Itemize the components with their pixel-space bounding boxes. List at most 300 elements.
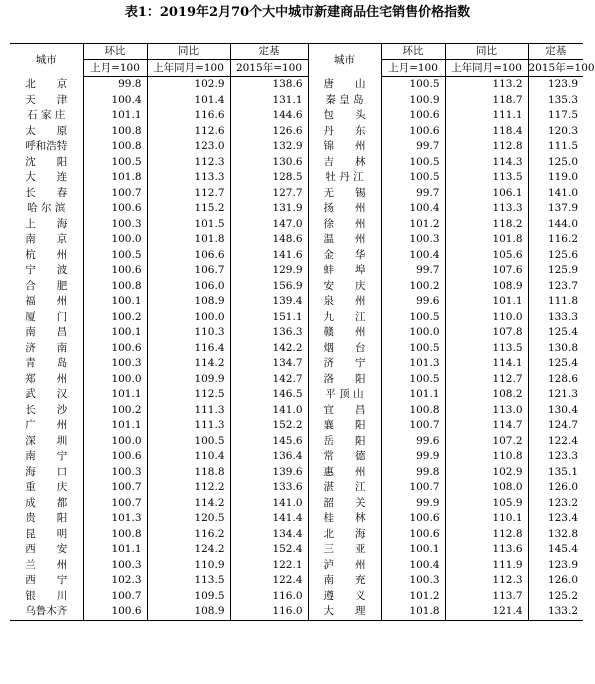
table-row xyxy=(10,542,583,558)
city-name-cell: 福 州 xyxy=(25,295,68,307)
mom-value-cell: 99.9 xyxy=(381,449,445,465)
yoy-value-cell: 115.2 xyxy=(147,201,230,217)
base-value-cell: 136.4 xyxy=(230,449,308,465)
mom-value-cell: 100.6 xyxy=(381,527,445,543)
base-value-cell: 129.9 xyxy=(230,263,308,279)
city-name-cell: 南 京 xyxy=(25,233,68,245)
yoy-column-header-right: 同比 xyxy=(445,44,528,60)
mom-value-cell: 100.6 xyxy=(83,263,147,279)
city-name-cell: 无 锡 xyxy=(308,186,381,202)
city-name-cell: 泸 州 xyxy=(308,558,381,574)
city-name-cell: 石 家 庄 xyxy=(27,109,66,121)
table-row xyxy=(10,294,583,310)
base-value-cell: 116.0 xyxy=(230,589,308,605)
mom-value-cell: 100.0 xyxy=(83,434,147,450)
city-name-cell: 烟 台 xyxy=(308,341,381,357)
mom-value-cell: 100.6 xyxy=(83,604,147,620)
mom-value-cell: 100.8 xyxy=(83,139,147,155)
yoy-value-cell: 114.2 xyxy=(147,496,230,512)
base-value-cell: 139.6 xyxy=(230,465,308,481)
yoy-value-cell: 106.6 xyxy=(147,248,230,264)
base-value-cell: 125.4 xyxy=(528,325,583,341)
yoy-value-cell: 116.4 xyxy=(147,341,230,357)
base-value-cell: 126.6 xyxy=(230,124,308,140)
city-name-cell: 长 沙 xyxy=(25,403,68,416)
yoy-value-cell: 112.6 xyxy=(147,124,230,140)
mom-subheader-right: 上月=100 xyxy=(381,60,445,77)
city-name-cell: 武 汉 xyxy=(25,388,68,400)
mom-value-cell: 100.6 xyxy=(381,124,445,140)
base-value-cell: 127.7 xyxy=(230,186,308,202)
mom-value-cell: 100.0 xyxy=(83,372,147,388)
mom-value-cell: 100.5 xyxy=(381,170,445,186)
city-name-cell: 沈 阳 xyxy=(25,155,68,168)
base-value-cell: 130.4 xyxy=(528,403,583,419)
yoy-value-cell: 100.5 xyxy=(147,434,230,450)
table-header xyxy=(10,44,595,77)
mom-value-cell: 100.9 xyxy=(381,93,445,109)
mom-value-cell: 100.3 xyxy=(83,558,147,574)
table-row xyxy=(10,186,583,202)
mom-value-cell: 100.7 xyxy=(381,418,445,434)
city-name-cell: 济 宁 xyxy=(308,356,381,372)
city-name-cell: 秦 皇 岛 xyxy=(308,93,381,109)
mom-value-cell: 102.3 xyxy=(83,573,147,589)
city-name-cell: 郑 州 xyxy=(25,372,68,385)
yoy-value-cell: 112.8 xyxy=(445,139,528,155)
mom-subheader: 上月=100 xyxy=(83,60,147,77)
table-row xyxy=(10,310,583,326)
mom-value-cell: 100.6 xyxy=(381,511,445,527)
base-value-cell: 122.1 xyxy=(230,558,308,574)
mom-value-cell: 99.9 xyxy=(381,496,445,512)
mom-value-cell: 100.8 xyxy=(83,527,147,543)
city-name-cell: 长 春 xyxy=(25,186,68,199)
mom-value-cell: 100.3 xyxy=(83,217,147,233)
base-value-cell: 151.1 xyxy=(230,310,308,326)
table-row xyxy=(10,77,583,93)
city-name-cell: 徐 州 xyxy=(308,217,381,233)
mom-value-cell: 99.6 xyxy=(381,434,445,450)
base-value-cell: 122.4 xyxy=(230,573,308,589)
yoy-value-cell: 123.0 xyxy=(147,139,230,155)
mom-value-cell: 101.2 xyxy=(381,217,445,233)
table-title: 表1：2019年2月70个大中城市新建商品住宅销售价格指数 xyxy=(124,5,471,20)
table-row xyxy=(10,93,583,109)
base-value-cell: 156.9 xyxy=(230,279,308,295)
base-value-cell: 125.2 xyxy=(528,589,583,605)
base-value-cell: 128.5 xyxy=(230,170,308,186)
base-value-cell: 136.3 xyxy=(230,325,308,341)
base-value-cell: 111.8 xyxy=(528,294,583,310)
mom-value-cell: 100.4 xyxy=(381,558,445,574)
base-value-cell: 144.0 xyxy=(528,217,583,233)
mom-value-cell: 100.3 xyxy=(83,465,147,481)
yoy-value-cell: 100.0 xyxy=(147,310,230,326)
base-value-cell: 133.2 xyxy=(528,604,583,620)
table-row xyxy=(10,573,583,589)
base-value-cell: 142.7 xyxy=(230,372,308,388)
mom-value-cell: 100.7 xyxy=(381,480,445,496)
base-value-cell: 121.3 xyxy=(528,387,583,403)
city-name-cell: 锦 州 xyxy=(308,139,381,155)
base-value-cell: 134.4 xyxy=(230,527,308,543)
base-subheader: 2015年=100 xyxy=(230,60,308,77)
city-name-cell: 青 岛 xyxy=(25,357,68,369)
base-value-cell: 128.6 xyxy=(528,372,583,388)
mom-value-cell: 100.7 xyxy=(83,186,147,202)
table-row xyxy=(10,418,583,434)
city-name-cell: 成 都 xyxy=(25,496,68,509)
base-value-cell: 123.9 xyxy=(528,77,583,93)
table-row xyxy=(10,480,583,496)
yoy-value-cell: 113.0 xyxy=(445,403,528,419)
city-name-cell: 厦 门 xyxy=(25,310,68,323)
mom-value-cell: 100.6 xyxy=(83,201,147,217)
base-value-cell: 111.5 xyxy=(528,139,583,155)
yoy-value-cell: 112.3 xyxy=(147,155,230,171)
city-name-cell: 北 海 xyxy=(308,527,381,543)
base-value-cell: 146.5 xyxy=(230,387,308,403)
base-value-cell: 123.2 xyxy=(528,496,583,512)
mom-value-cell: 100.2 xyxy=(381,279,445,295)
table-row xyxy=(10,403,583,419)
base-value-cell: 145.4 xyxy=(528,542,583,558)
city-name-cell: 杭 州 xyxy=(25,248,68,261)
table-row xyxy=(10,232,583,248)
table-row xyxy=(10,325,583,341)
yoy-value-cell: 112.7 xyxy=(445,372,528,388)
mom-value-cell: 99.8 xyxy=(83,77,147,93)
city-name-cell: 深 圳 xyxy=(25,434,68,447)
city-name-cell: 襄 阳 xyxy=(308,418,381,434)
mom-value-cell: 100.6 xyxy=(381,108,445,124)
base-value-cell: 131.9 xyxy=(230,201,308,217)
mom-value-cell: 100.1 xyxy=(83,325,147,341)
table-row xyxy=(10,527,583,543)
base-value-cell: 133.6 xyxy=(230,480,308,496)
yoy-value-cell: 111.3 xyxy=(147,418,230,434)
city-name-cell: 遵 义 xyxy=(308,589,381,605)
city-column-header: 城市 xyxy=(35,53,57,66)
yoy-value-cell: 101.5 xyxy=(147,217,230,233)
yoy-value-cell: 112.8 xyxy=(445,527,528,543)
yoy-value-cell: 113.5 xyxy=(445,170,528,186)
base-value-cell: 144.6 xyxy=(230,108,308,124)
yoy-value-cell: 118.2 xyxy=(445,217,528,233)
yoy-value-cell: 109.5 xyxy=(147,589,230,605)
yoy-value-cell: 111.3 xyxy=(147,403,230,419)
base-column-header: 定基 xyxy=(230,44,308,60)
yoy-value-cell: 120.5 xyxy=(147,511,230,527)
city-name-cell: 大 理 xyxy=(308,604,381,620)
table-row xyxy=(10,248,583,264)
base-value-cell: 133.3 xyxy=(528,310,583,326)
city-name-cell: 丹 东 xyxy=(308,124,381,140)
base-value-cell: 119.0 xyxy=(528,170,583,186)
yoy-value-cell: 109.9 xyxy=(147,372,230,388)
city-name-cell: 宜 昌 xyxy=(308,403,381,419)
city-name-cell: 济 南 xyxy=(25,341,68,354)
table-row xyxy=(10,496,583,512)
base-value-cell: 135.3 xyxy=(528,93,583,109)
base-value-cell: 141.4 xyxy=(230,511,308,527)
base-value-cell: 116.0 xyxy=(230,604,308,620)
base-value-cell: 134.7 xyxy=(230,356,308,372)
table-row xyxy=(10,387,583,403)
mom-value-cell: 100.8 xyxy=(381,403,445,419)
table-row xyxy=(10,434,583,450)
base-value-cell: 132.9 xyxy=(230,139,308,155)
table-row xyxy=(10,263,583,279)
base-value-cell: 135.1 xyxy=(528,465,583,481)
yoy-value-cell: 118.4 xyxy=(445,124,528,140)
base-value-cell: 125.6 xyxy=(528,248,583,264)
mom-value-cell: 100.3 xyxy=(381,573,445,589)
city-name-cell: 西 安 xyxy=(25,543,68,555)
base-value-cell: 126.0 xyxy=(528,573,583,589)
mom-value-cell: 100.5 xyxy=(381,341,445,357)
table-row xyxy=(10,356,583,372)
mom-column-header-right: 环比 xyxy=(381,44,445,60)
mom-value-cell: 100.1 xyxy=(83,294,147,310)
table-row xyxy=(10,124,583,140)
base-value-cell: 120.3 xyxy=(528,124,583,140)
table-row xyxy=(10,139,583,155)
table-row xyxy=(10,604,583,620)
table-body xyxy=(10,77,583,621)
yoy-value-cell: 108.2 xyxy=(445,387,528,403)
city-name-cell: 海 口 xyxy=(25,465,68,478)
city-column-header-right: 城市 xyxy=(308,44,381,77)
base-value-cell: 117.5 xyxy=(528,108,583,124)
yoy-value-cell: 114.3 xyxy=(445,155,528,171)
city-name-cell: 安 庆 xyxy=(308,279,381,295)
mom-value-cell: 100.5 xyxy=(83,155,147,171)
mom-value-cell: 100.3 xyxy=(381,232,445,248)
city-name-cell: 湛 江 xyxy=(308,480,381,496)
city-name-cell: 泉 州 xyxy=(308,294,381,310)
city-name-cell: 乌鲁木齐 xyxy=(10,604,83,620)
yoy-value-cell: 116.6 xyxy=(147,108,230,124)
yoy-value-cell: 121.4 xyxy=(445,604,528,620)
city-name-cell: 宁 波 xyxy=(25,264,68,276)
mom-value-cell: 101.1 xyxy=(83,387,147,403)
mom-value-cell: 101.8 xyxy=(381,604,445,620)
yoy-value-cell: 118.7 xyxy=(445,93,528,109)
yoy-value-cell: 112.5 xyxy=(147,387,230,403)
mom-value-cell: 100.5 xyxy=(381,310,445,326)
mom-value-cell: 99.7 xyxy=(381,139,445,155)
table-row xyxy=(10,589,583,605)
city-name-cell: 广 州 xyxy=(25,419,68,431)
table-row xyxy=(10,155,583,171)
city-name-cell: 包 头 xyxy=(308,108,381,124)
base-subheader-right: 2015年=100 xyxy=(528,60,583,77)
yoy-value-cell: 108.9 xyxy=(147,294,230,310)
yoy-value-cell: 114.1 xyxy=(445,356,528,372)
table-row xyxy=(10,217,583,233)
base-value-cell: 124.7 xyxy=(528,418,583,434)
yoy-value-cell: 111.9 xyxy=(445,558,528,574)
base-value-cell: 152.2 xyxy=(230,418,308,434)
yoy-value-cell: 114.7 xyxy=(445,418,528,434)
yoy-value-cell: 101.8 xyxy=(147,232,230,248)
city-name-cell: 南 充 xyxy=(308,573,381,589)
yoy-value-cell: 101.1 xyxy=(445,294,528,310)
base-value-cell: 137.9 xyxy=(528,201,583,217)
yoy-value-cell: 111.1 xyxy=(445,108,528,124)
yoy-value-cell: 107.8 xyxy=(445,325,528,341)
yoy-value-cell: 110.1 xyxy=(445,511,528,527)
base-value-cell: 148.6 xyxy=(230,232,308,248)
table-row xyxy=(10,372,583,388)
base-value-cell: 138.6 xyxy=(230,77,308,93)
yoy-value-cell: 114.2 xyxy=(147,356,230,372)
mom-value-cell: 100.7 xyxy=(83,480,147,496)
base-value-cell: 141.6 xyxy=(230,248,308,264)
city-name-cell: 合 肥 xyxy=(25,279,68,292)
yoy-value-cell: 107.2 xyxy=(445,434,528,450)
base-value-cell: 123.7 xyxy=(528,279,583,295)
mom-value-cell: 101.1 xyxy=(381,387,445,403)
yoy-value-cell: 108.0 xyxy=(445,480,528,496)
base-value-cell: 125.4 xyxy=(528,356,583,372)
mom-value-cell: 100.2 xyxy=(83,403,147,419)
city-name-cell: 岳 阳 xyxy=(308,434,381,450)
base-value-cell: 123.3 xyxy=(528,449,583,465)
mom-value-cell: 99.6 xyxy=(381,294,445,310)
base-value-cell: 125.9 xyxy=(528,263,583,279)
yoy-value-cell: 110.4 xyxy=(147,449,230,465)
mom-value-cell: 101.2 xyxy=(381,589,445,605)
table-row xyxy=(10,511,583,527)
base-value-cell: 130.6 xyxy=(230,155,308,171)
yoy-value-cell: 105.6 xyxy=(445,248,528,264)
yoy-value-cell: 118.8 xyxy=(147,465,230,481)
mom-value-cell: 99.7 xyxy=(381,263,445,279)
city-name-cell: 韶 关 xyxy=(308,496,381,512)
city-name-cell: 重 庆 xyxy=(25,481,68,493)
table-row xyxy=(10,341,583,357)
yoy-value-cell: 106.7 xyxy=(147,263,230,279)
city-name-cell: 洛 阳 xyxy=(308,372,381,388)
yoy-value-cell: 110.3 xyxy=(147,325,230,341)
mom-value-cell: 101.1 xyxy=(83,542,147,558)
mom-value-cell: 99.8 xyxy=(381,465,445,481)
yoy-value-cell: 108.9 xyxy=(445,279,528,295)
mom-value-cell: 101.3 xyxy=(83,511,147,527)
city-name-cell: 赣 州 xyxy=(308,325,381,341)
yoy-column-header: 同比 xyxy=(147,44,230,60)
yoy-value-cell: 113.5 xyxy=(445,341,528,357)
base-value-cell: 139.4 xyxy=(230,294,308,310)
mom-value-cell: 100.5 xyxy=(381,372,445,388)
mom-value-cell: 101.1 xyxy=(83,418,147,434)
yoy-value-cell: 110.9 xyxy=(147,558,230,574)
mom-value-cell: 100.2 xyxy=(83,310,147,326)
mom-value-cell: 100.5 xyxy=(381,77,445,93)
yoy-subheader: 上年同月=100 xyxy=(147,60,230,77)
table-row xyxy=(10,108,583,124)
base-value-cell: 141.0 xyxy=(230,403,308,419)
yoy-value-cell: 108.9 xyxy=(147,604,230,620)
yoy-value-cell: 101.4 xyxy=(147,93,230,109)
city-name-cell: 太 原 xyxy=(25,124,68,137)
city-name-cell: 唐 山 xyxy=(308,77,381,93)
city-name-cell: 上 海 xyxy=(25,217,68,230)
base-value-cell: 122.4 xyxy=(528,434,583,450)
mom-value-cell: 100.5 xyxy=(381,155,445,171)
yoy-value-cell: 113.6 xyxy=(445,542,528,558)
city-name-cell: 天 津 xyxy=(25,93,68,106)
city-name-cell: 桂 林 xyxy=(308,511,381,527)
base-value-cell: 142.2 xyxy=(230,341,308,357)
base-value-cell: 132.8 xyxy=(528,527,583,543)
mom-value-cell: 100.6 xyxy=(83,449,147,465)
yoy-value-cell: 106.0 xyxy=(147,279,230,295)
base-value-cell: 145.6 xyxy=(230,434,308,450)
city-name-cell: 大 连 xyxy=(25,171,68,183)
base-value-cell: 152.4 xyxy=(230,542,308,558)
city-name-cell: 平 顶 山 xyxy=(308,387,381,403)
table-row xyxy=(10,558,583,574)
city-name-cell: 牡 丹 江 xyxy=(308,170,381,186)
price-index-table xyxy=(10,43,595,621)
mom-value-cell: 100.8 xyxy=(83,124,147,140)
base-value-cell: 130.8 xyxy=(528,341,583,357)
city-name-cell: 扬 州 xyxy=(308,201,381,217)
city-name-cell: 兰 州 xyxy=(25,558,68,571)
yoy-value-cell: 113.3 xyxy=(445,201,528,217)
city-name-cell: 哈 尔 滨 xyxy=(27,202,66,214)
base-value-cell: 147.0 xyxy=(230,217,308,233)
yoy-value-cell: 113.3 xyxy=(147,170,230,186)
city-name-cell: 吉 林 xyxy=(308,155,381,171)
yoy-value-cell: 101.8 xyxy=(445,232,528,248)
mom-value-cell: 100.7 xyxy=(83,589,147,605)
city-name-cell: 惠 州 xyxy=(308,465,381,481)
base-column-header-right: 定基 xyxy=(528,44,583,60)
city-name-cell: 温 州 xyxy=(308,232,381,248)
mom-value-cell: 100.1 xyxy=(381,542,445,558)
base-value-cell: 125.0 xyxy=(528,155,583,171)
city-name-cell: 南 宁 xyxy=(25,450,68,462)
mom-value-cell: 100.5 xyxy=(83,248,147,264)
mom-value-cell: 100.0 xyxy=(83,232,147,248)
yoy-value-cell: 124.2 xyxy=(147,542,230,558)
base-value-cell: 123.4 xyxy=(528,511,583,527)
city-name-cell: 西 宁 xyxy=(25,574,68,586)
base-value-cell: 131.1 xyxy=(230,93,308,109)
yoy-value-cell: 110.8 xyxy=(445,449,528,465)
yoy-value-cell: 106.1 xyxy=(445,186,528,202)
yoy-value-cell: 112.3 xyxy=(445,573,528,589)
yoy-value-cell: 102.9 xyxy=(147,77,230,93)
yoy-subheader-right: 上年同月=100 xyxy=(445,60,528,77)
mom-value-cell: 100.0 xyxy=(381,325,445,341)
yoy-value-cell: 113.2 xyxy=(445,77,528,93)
mom-value-cell: 100.4 xyxy=(83,93,147,109)
mom-value-cell: 100.8 xyxy=(83,279,147,295)
base-value-cell: 141.0 xyxy=(528,186,583,202)
yoy-value-cell: 110.0 xyxy=(445,310,528,326)
mom-value-cell: 99.7 xyxy=(381,186,445,202)
mom-value-cell: 100.4 xyxy=(381,201,445,217)
city-name-cell: 昆 明 xyxy=(25,527,68,540)
base-value-cell: 116.2 xyxy=(528,232,583,248)
table-row xyxy=(10,465,583,481)
